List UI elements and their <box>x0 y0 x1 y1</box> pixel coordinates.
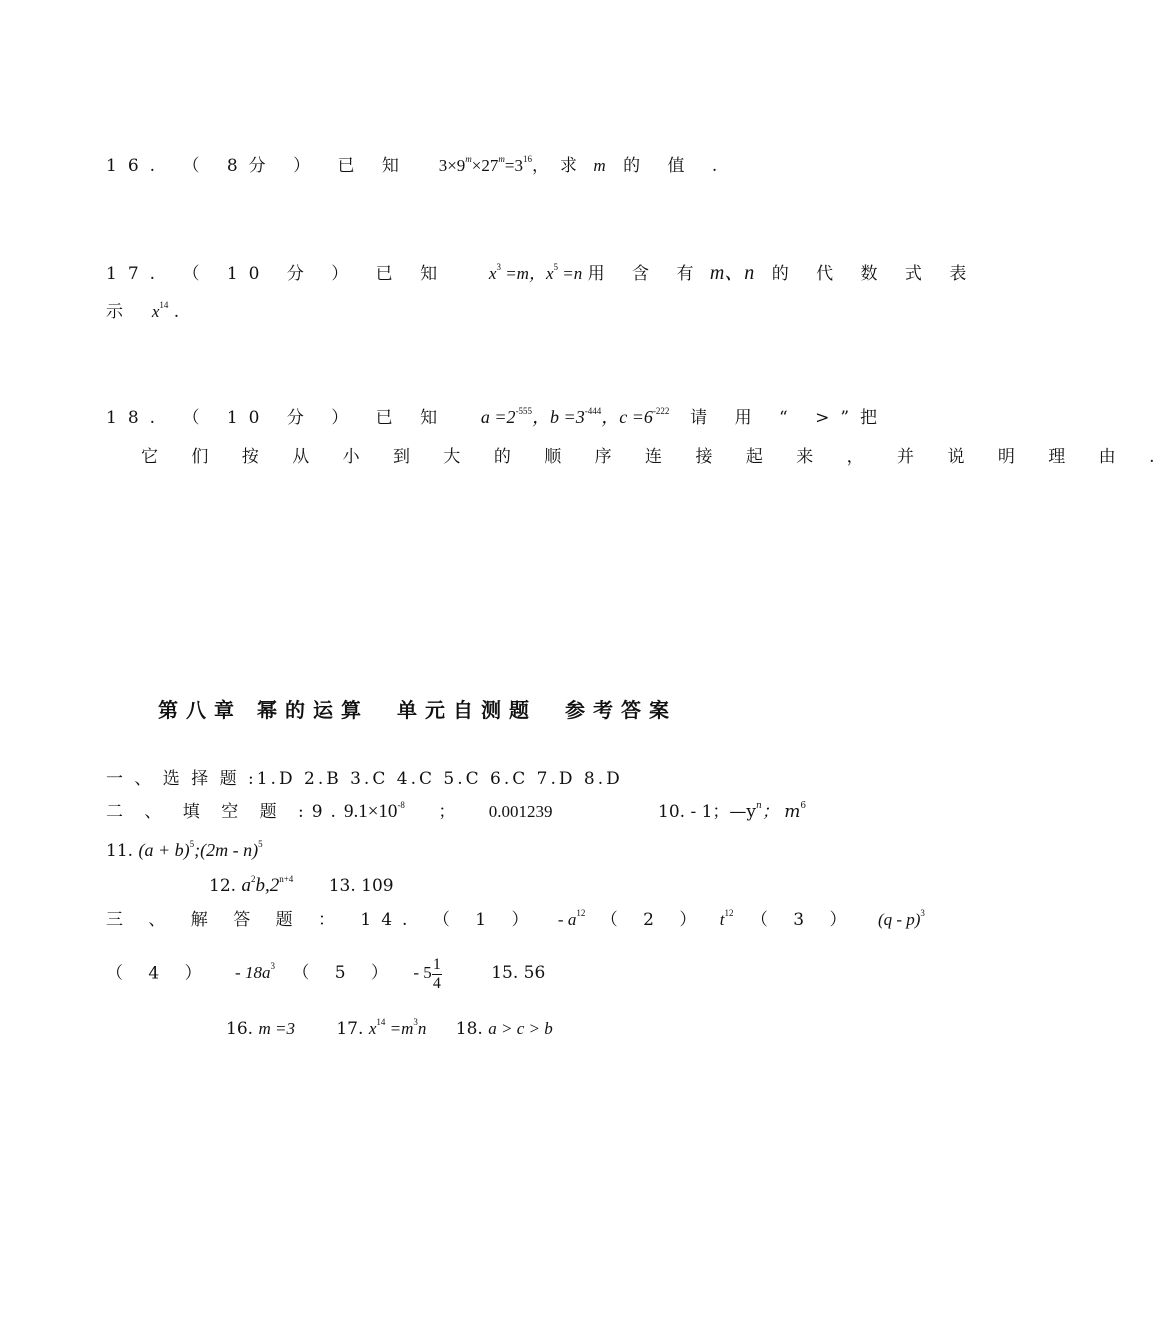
ans18: a > c > b <box>488 1019 553 1038</box>
ans14-2-label: （ 2 ） <box>600 910 707 930</box>
ans14-4-label: （ 4 ） <box>106 963 212 984</box>
ans16: m =3 <box>258 1019 295 1038</box>
q18-text1: 请 用 “ >”把 <box>690 408 889 428</box>
q17-vars: m、n <box>709 262 755 284</box>
ans14-5-label: （ 5 ） <box>292 963 398 984</box>
answers-title: 第八章 幂的运算 单元自测题 参考答案 <box>158 698 677 722</box>
ans11-label: 11. <box>106 841 134 861</box>
question-17 <box>106 261 977 286</box>
ans15: 15. 56 <box>491 963 546 984</box>
ans14-3-label: （ 3 ） <box>750 910 857 930</box>
q16-tail: ，求 <box>531 156 588 176</box>
q17-text2: 的 代 数 式 表 <box>771 264 978 284</box>
ans14-3: (q - p)$^3$ <box>877 908 925 929</box>
ans11-line <box>106 838 263 863</box>
ans14-line2 <box>106 956 545 993</box>
sec2-label: 二 、 填 空 题 :9. <box>106 802 344 822</box>
ans12-line <box>209 874 394 898</box>
q16-label: 16. （ 8分 ） 已 知 <box>106 156 410 176</box>
ans9a: $9.1\times 10^{-8}$ <box>343 800 405 822</box>
ans9b: 0.001239 <box>488 802 553 821</box>
answers-section-2 <box>106 800 936 824</box>
q17-text1: 用 含 有 <box>587 264 705 284</box>
q16-expression: $3\times 9^m\times 27^m=3^{16}$ <box>438 154 532 175</box>
ans14-1: - $a^{12}$ <box>557 908 586 929</box>
q17-x14: $x^{14}$ <box>151 300 169 321</box>
sec3-label: 三 、 解 答 题 ： 14. （ 1 ） <box>106 910 539 930</box>
ans17-label: 17. <box>336 1019 364 1039</box>
ans16-18-line <box>226 1017 553 1041</box>
question-17-line2 <box>106 300 179 324</box>
q18-expression: $a =2^{-555}$，$b =3^{-444}$，$c =6^{-222}$ <box>480 406 670 427</box>
ans13: 13. 109 <box>328 876 394 896</box>
ans12-expression: $a^2b,2^{n+4}$ <box>241 874 294 896</box>
ans10: 10. - 1；$—y^n$； $m^6$ <box>658 801 807 822</box>
question-16 <box>106 154 728 178</box>
q18-label: 18. （ 10 分 ） 已 知 <box>106 408 449 428</box>
q17-expression: $x^3 =m$，$x^5 =n$ <box>488 262 583 283</box>
question-18 <box>106 405 888 430</box>
q17-line2-end: . <box>173 302 180 322</box>
ans17: $x^{14} =m^3n$ <box>368 1017 427 1038</box>
ans11-expression: $(a + b)^5;(2m - n)^5$ <box>138 839 263 860</box>
ans18-label: 18. <box>455 1019 483 1039</box>
q16-var: m <box>593 156 606 175</box>
q16-end: 的 值 . <box>623 156 729 176</box>
ans16-label: 16. <box>226 1019 254 1039</box>
q17-label: 17. （ 10 分 ） 已 知 <box>106 264 449 284</box>
ans12-label: 12. <box>209 876 237 896</box>
ans14-4: - $18a^3$ <box>235 961 275 983</box>
ans14-2: $t^{12}$ <box>719 908 734 929</box>
ans14-5: - 5 $\frac{1}{4}$ <box>413 956 441 992</box>
q18-line2: 它 们 按 从 小 到 大 的 顺 序 连 接 起 来 ， 并 说 明 理 由 . <box>141 447 1168 467</box>
answers-section-1: 一 、 选 择 题 :1.D 2.B 3.C 4.C 5.C 6.C 7.D 8.D <box>106 769 623 789</box>
q17-line2-text: 示 <box>106 302 123 322</box>
ans9-sep: ； <box>438 802 456 822</box>
answers-section-3 <box>106 908 936 932</box>
